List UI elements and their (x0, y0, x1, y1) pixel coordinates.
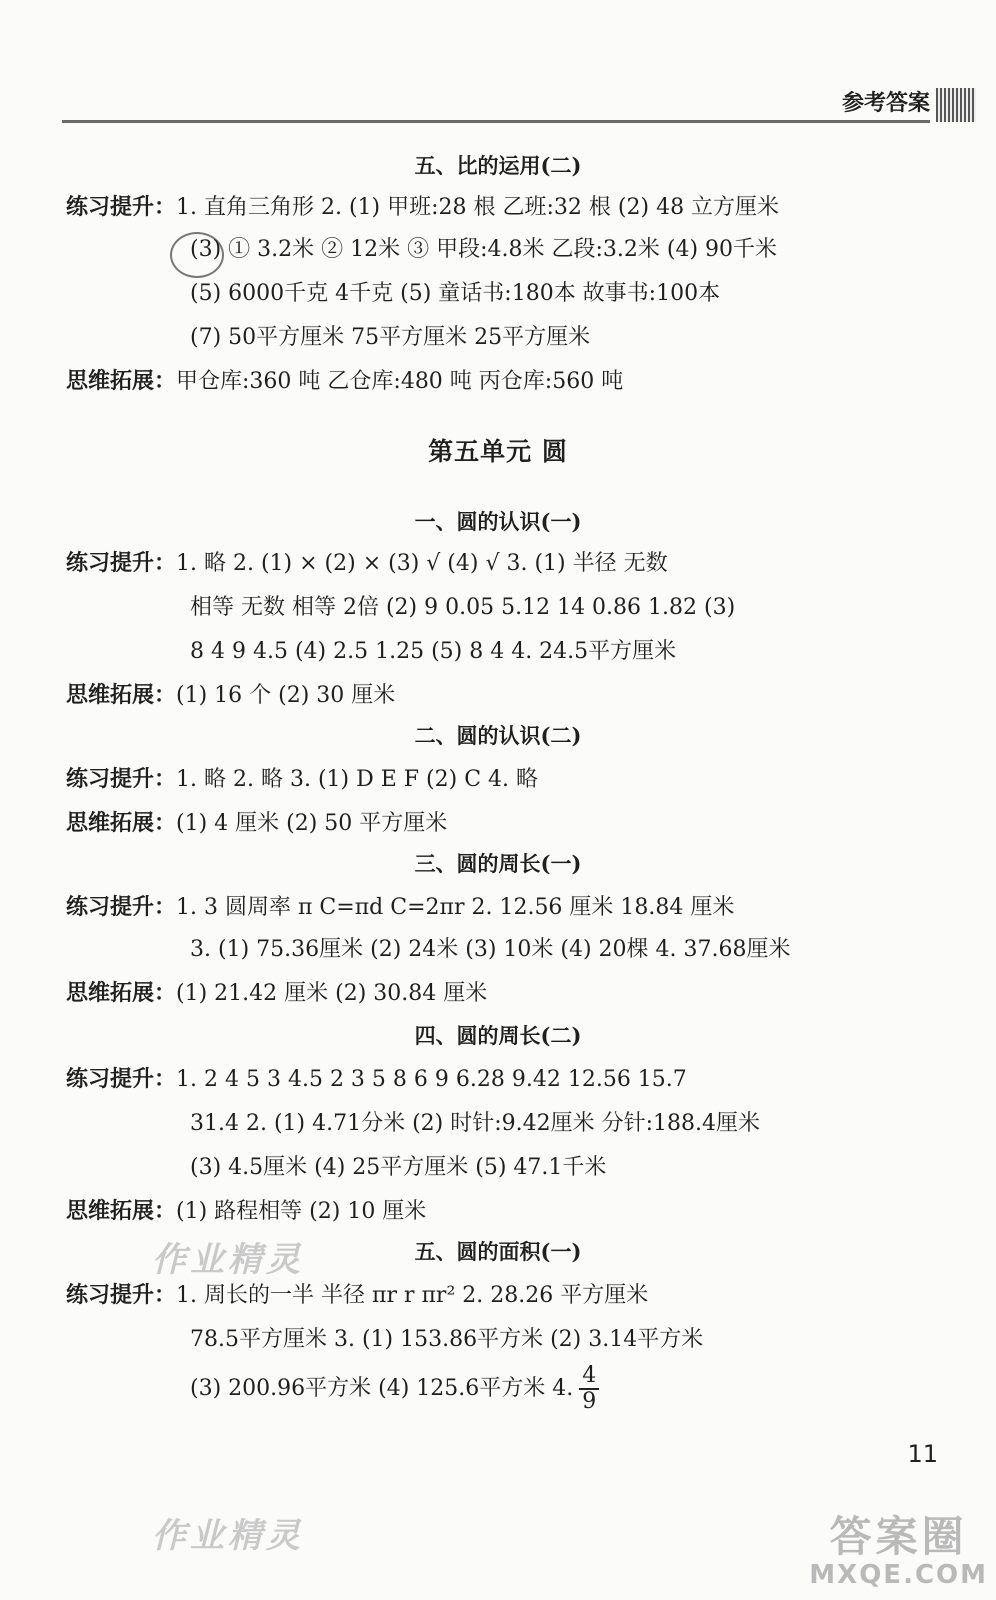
answer-line (66, 1278, 648, 1309)
line-text: (1) 4 厘米 (2) 50 平方厘米 (176, 811, 448, 836)
answer-line (190, 1364, 599, 1414)
answer-line (66, 762, 538, 793)
answer-line (66, 546, 668, 577)
answer-line: (7) 50平方厘米 75平方厘米 25平方厘米 (190, 325, 591, 350)
answer-line (66, 190, 779, 221)
watermark-logo-bottom: MXQE.COM (809, 1560, 988, 1590)
line-text: 1. 直角三角形 2. (1) 甲班:28 根 乙班:32 根 (2) 48 立方厘米 (176, 195, 780, 220)
section-title: 五、比的运用(二) (414, 153, 582, 178)
header-label: 参考答案 (841, 90, 930, 116)
watermark-text: 作业精灵 (152, 1516, 304, 1556)
line-label: 思维拓展： (66, 1198, 177, 1224)
line-text: 甲仓库:360 吨 乙仓库:480 吨 丙仓库:560 吨 (176, 369, 624, 394)
answer-line: 31.4 2. (1) 4.71分米 (2) 时针:9.42厘米 分针:188.4厘米 (190, 1111, 761, 1136)
header-barcode-decoration (936, 88, 976, 122)
section-title: 四、圆的周长(二) (414, 1023, 582, 1048)
answer-line: 3. (1) 75.36厘米 (2) 24米 (3) 10米 (4) 20棵 4. 37.68厘米 (190, 937, 791, 962)
line-text: 1. 周长的一半 半径 πr r πr² 2. 28.26 平方厘米 (176, 1283, 649, 1308)
section-title: 一、圆的认识(一) (414, 509, 582, 534)
header-rule (62, 120, 930, 123)
unit-title: 第五单元 圆 (428, 437, 568, 466)
line-text: 1. 略 2. (1) × (2) × (3) √ (4) √ 3. (1) 半径 无数 (176, 551, 668, 576)
line-label: 练习提升： (66, 1282, 177, 1308)
section-title: 三、圆的周长(一) (414, 851, 582, 876)
section-title: 五、圆的面积(一) (414, 1239, 582, 1264)
answer-line: (3) 4.5厘米 (4) 25平方厘米 (5) 47.1千米 (190, 1155, 607, 1180)
watermark-logo-top: 答案圈 (829, 1512, 968, 1561)
section-title: 二、圆的认识(二) (414, 723, 582, 748)
page-number: 11 (907, 1440, 938, 1468)
answer-line (66, 1062, 687, 1093)
answer-line: 8 4 9 4.5 (4) 2.5 1.25 (5) 8 4 4. 24.5平方厘米 (190, 639, 677, 664)
answer-line (66, 364, 623, 395)
answer-line: (5) 6000千克 4千克 (5) 童话书:180本 故事书:100本 (190, 281, 721, 306)
answer-line (66, 678, 395, 709)
fraction-numerator: 4 (579, 1364, 599, 1390)
answer-line (66, 1194, 426, 1225)
fraction (579, 1364, 599, 1414)
line-label: 思维拓展： (66, 980, 177, 1006)
line-label: 练习提升： (66, 766, 177, 792)
watermark-logo (809, 1514, 988, 1590)
line-label: 思维拓展： (66, 368, 177, 394)
answer-line: 相等 无数 相等 2倍 (2) 9 0.05 5.12 14 0.86 1.82 (3) (190, 595, 736, 620)
line-text: (1) 16 个 (2) 30 厘米 (176, 683, 396, 708)
line-label: 练习提升： (66, 894, 177, 920)
answer-line (66, 976, 487, 1007)
line-label: 练习提升： (66, 1066, 177, 1092)
line-label: 思维拓展： (66, 682, 177, 708)
line-label: 思维拓展： (66, 810, 177, 836)
answer-line: (3) ① 3.2米 ② 12米 ③ 甲段:4.8米 乙段:3.2米 (4) 90千米 (190, 237, 778, 262)
answer-line (66, 890, 734, 921)
line-text: (1) 21.42 厘米 (2) 30.84 厘米 (176, 981, 488, 1006)
answer-line (66, 806, 447, 837)
watermark-text: 作业精灵 (152, 1240, 304, 1280)
line-text: (3) 200.96平方米 (4) 125.6平方米 4. (190, 1376, 574, 1401)
line-label: 练习提升： (66, 194, 177, 220)
line-text: 1. 3 圆周率 π C=πd C=2πr 2. 12.56 厘米 18.84 厘米 (176, 895, 735, 920)
answer-line: 78.5平方厘米 3. (1) 153.86平方米 (2) 3.14平方米 (190, 1327, 704, 1352)
line-label: 练习提升： (66, 550, 177, 576)
fraction-denominator: 9 (582, 1389, 597, 1414)
line-text: (1) 路程相等 (2) 10 厘米 (176, 1199, 427, 1224)
line-text: 1. 略 2. 略 3. (1) D E F (2) C 4. 略 (176, 767, 539, 792)
line-text: 1. 2 4 5 3 4.5 2 3 5 8 6 9 6.28 9.42 12.56 15.7 (176, 1067, 687, 1092)
